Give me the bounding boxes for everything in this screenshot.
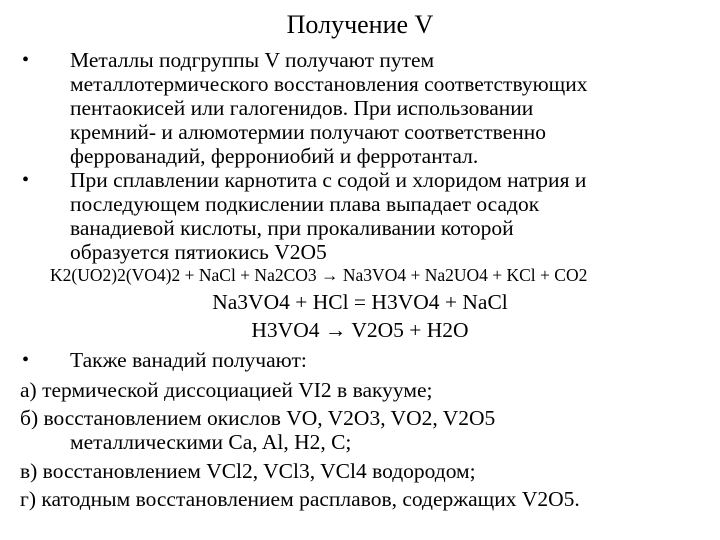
bullet-1-line-2: металлотермического восстановления соответствующих	[70, 72, 588, 96]
equation-acidification: Na3VO4 + HCl = H3VO4 + NaCl	[212, 290, 508, 314]
list-item-d: г) катодным восстановлением расплавов, содержащих V2O5.	[20, 487, 580, 511]
slide-title: Получение V	[286, 10, 434, 39]
list-item-b: б) восстановлением окислов VO, V2O3, VO2, V2O5	[20, 406, 496, 430]
bullet-2-line-3: ванадиевой кислоты, при прокаливании которой	[70, 216, 514, 240]
bullet-1-line-3: пентаокисей или галогенидов. При использовании	[70, 96, 534, 120]
bullet-1-line-4: кремний- и алюмотермии получают соответственно	[70, 120, 546, 144]
list-item-a: а) термической диссоциацией VI2 в вакууме;	[20, 378, 433, 402]
list-item-c: в) восстановлением VCl2, VCl3, VCl4 водородом;	[20, 459, 476, 483]
bullet-1-icon: •	[22, 49, 30, 71]
bullet-2-line-2: последующем подкислении плава выпадает осадок	[70, 192, 540, 216]
equation-calcination: H3VO4 → V2O5 + H2O	[251, 318, 469, 342]
bullet-2-line-4: образуется пятиокись V2O5	[70, 240, 327, 264]
bullet-1-line-5: феррованадий, феррониобий и ферротантал.	[70, 144, 479, 168]
bullet-2-line-1: При сплавлении карнотита с содой и хлоридом натрия и	[70, 168, 587, 192]
bullet-2-icon: •	[22, 169, 30, 191]
list-item-b-continuation: металлическими Ca, Al, H2, C;	[70, 430, 352, 454]
bullet-3-line: Также ванадий получают:	[70, 348, 307, 372]
bullet-3-icon: •	[22, 349, 30, 371]
equation-carnotite: K2(UO2)2(VO4)2 + NaCl + Na2CO3 → Na3VO4 + Na2UO4 + KCl + CO2	[50, 265, 588, 285]
bullet-1-line-1: Металлы подгруппы V получают путем	[70, 48, 435, 72]
